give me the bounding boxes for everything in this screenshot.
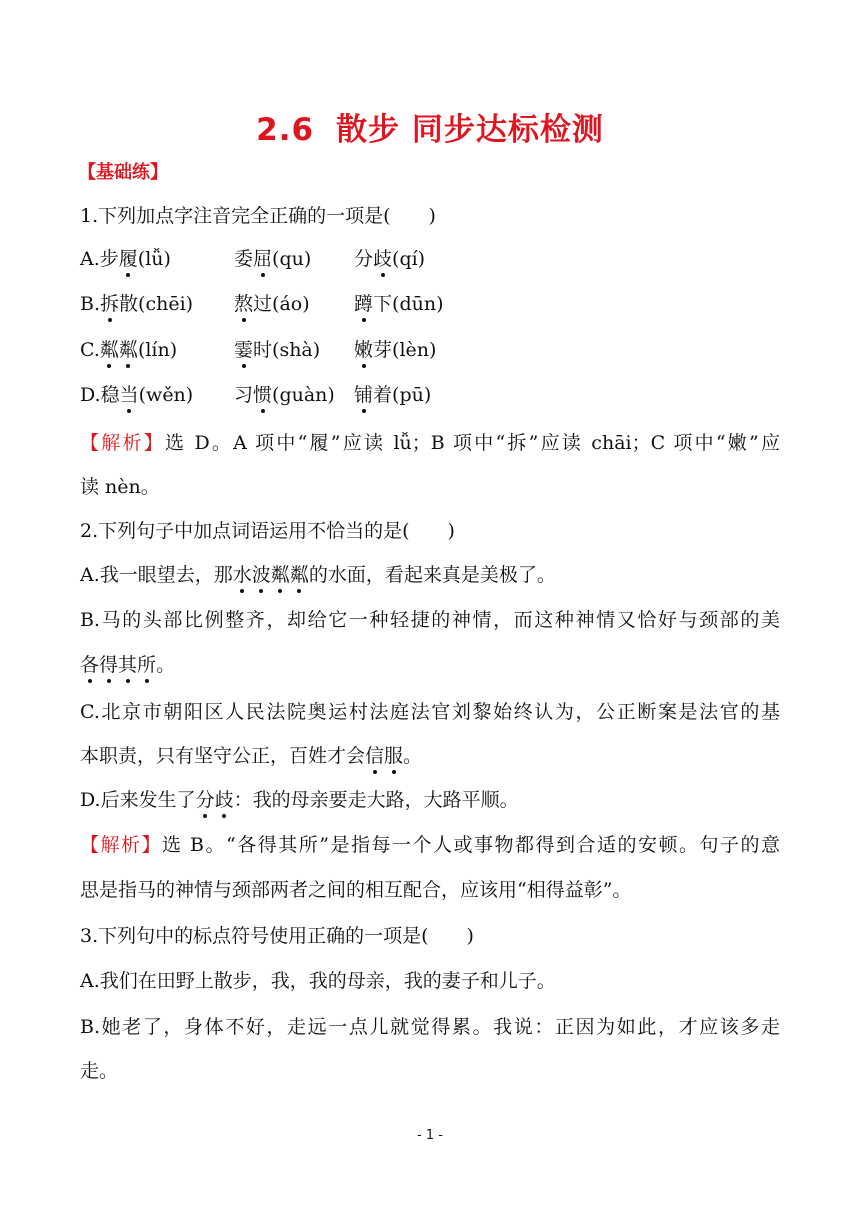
q2-option-a: A.我一眼望去，那水波粼粼的水面，看起来真是美极了。 <box>80 560 780 590</box>
q3-option-b-line1: B.她老了，身体不好，走远一点儿就觉得累。我说：正因为如此，才应该多走 <box>80 1016 780 1038</box>
q2-analysis-line1: 【解析】选 B。“各得其所”是指每一个人或事物都得到合适的安顿。句子的意 <box>80 834 780 856</box>
title-text: 散步 同步达标检测 <box>336 112 604 148</box>
q3-stem: 3.下列句中的标点符号使用正确的一项是( ) <box>80 925 474 947</box>
q1-option-a: A.步履(lǚ) 委屈(qu) 分歧(qí) <box>80 244 780 274</box>
q2-option-b-line1: B.马的头部比例整齐，却给它一种轻捷的神情，而这种神情又恰好与颈部的美 <box>80 609 780 631</box>
q1-option-c: C.粼粼(lín) 霎时(shà) 嫩芽(lèn) <box>80 335 780 365</box>
q2-option-c-line2: 本职责，只有坚守公正，百姓才会信服。 <box>80 741 780 771</box>
analysis-tag: 【解析】 <box>80 834 163 856</box>
q1-option-d: D.稳当(wěn) 习惯(guàn) 铺着(pū) <box>80 380 780 410</box>
page-number: - 1 - <box>417 1128 443 1143</box>
q1-option-b: B.拆散(chēi) 熬过(áo) 蹲下(dūn) <box>80 289 780 319</box>
section-heading: 【基础练】 <box>78 162 168 183</box>
analysis-tag: 【解析】 <box>80 432 165 454</box>
q3-option-a: A.我们在田野上散步，我，我的母亲，我的妻子和儿子。 <box>80 970 556 992</box>
q1-stem: 1.下列加点字注音完全正确的一项是( ) <box>80 205 436 227</box>
q2-stem: 2.下列句子中加点词语运用不恰当的是( ) <box>80 520 455 542</box>
title-number: 2.6 <box>256 112 315 148</box>
q2-option-c-line1: C.北京市朝阳区人民法院奥运村法庭法官刘黎始终认为，公正断案是法官的基 <box>80 701 780 723</box>
q2-option-d: D.后来发生了分歧：我的母亲要走大路，大路平顺。 <box>80 785 780 815</box>
page-title <box>0 104 860 149</box>
q1-analysis-line2: 读 nèn。 <box>80 476 160 498</box>
q2-analysis-line2: 思是指马的神情与颈部两者之间的相互配合，应该用“相得益彰”。 <box>80 879 632 901</box>
q2-option-b-line2: 各得其所。 <box>80 650 780 680</box>
q1-analysis-line1: 【解析】选 D。A 项中“履”应读 lǚ；B 项中“拆”应读 chāi；C 项中“嫩”应 <box>80 432 780 454</box>
q3-option-b-line2: 走。 <box>80 1060 119 1082</box>
